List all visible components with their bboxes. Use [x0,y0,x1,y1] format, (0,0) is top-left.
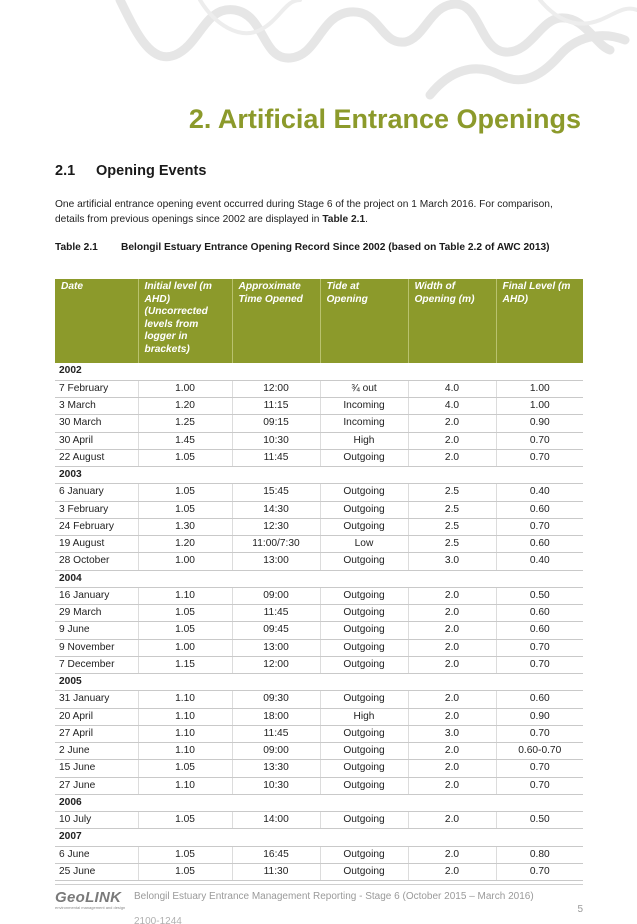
time-opened-cell: 11:45 [232,725,320,742]
initial-level-cell: 1.10 [138,708,232,725]
final-level-cell: 0.90 [496,415,583,432]
tide-cell: Low [320,536,408,553]
date-cell: 3 March [55,398,138,415]
table-row [55,518,583,535]
table-row [55,449,583,466]
width-cell: 2.0 [408,622,496,639]
initial-level-cell: 1.05 [138,484,232,501]
tide-cell: Outgoing [320,639,408,656]
table-row [55,432,583,449]
initial-level-cell: 1.10 [138,777,232,794]
intro-text-end: . [365,214,368,225]
date-cell: 9 June [55,622,138,639]
initial-level-cell: 1.00 [138,380,232,397]
date-cell: 10 July [55,812,138,829]
table-row [55,484,583,501]
table-row [55,743,583,760]
date-cell: 25 June [55,863,138,880]
geolink-logo [55,889,125,911]
initial-level-cell: 1.45 [138,432,232,449]
width-cell: 2.5 [408,501,496,518]
final-level-cell: 0.80 [496,846,583,863]
tide-cell: Outgoing [320,846,408,863]
time-opened-cell: 10:30 [232,777,320,794]
initial-level-cell: 1.05 [138,846,232,863]
year-row [55,794,583,811]
time-opened-cell: 12:00 [232,656,320,673]
width-cell: 2.5 [408,536,496,553]
tide-cell: Incoming [320,398,408,415]
final-level-cell: 0.60 [496,622,583,639]
tide-cell: Incoming [320,415,408,432]
table-row [55,812,583,829]
time-opened-cell: 14:00 [232,812,320,829]
initial-level-cell: 1.05 [138,863,232,880]
date-cell: 20 April [55,708,138,725]
tide-cell: Outgoing [320,691,408,708]
initial-level-cell: 1.05 [138,622,232,639]
initial-level-cell: 1.05 [138,760,232,777]
date-cell: 6 January [55,484,138,501]
table-row [55,760,583,777]
final-level-cell: 1.00 [496,398,583,415]
final-level-cell: 0.70 [496,432,583,449]
table-row [55,398,583,415]
time-opened-cell: 09:00 [232,587,320,604]
final-level-cell: 0.50 [496,587,583,604]
intro-text: One artificial entrance opening event occurred during Stage 6 of the project on 1 March 2016. For comparison, details from previous openings since 2002 are displayed in [55,199,553,225]
width-cell: 2.0 [408,846,496,863]
final-level-cell: 0.70 [496,777,583,794]
width-cell: 2.0 [408,656,496,673]
final-level-cell: 0.40 [496,553,583,570]
date-cell: 22 August [55,449,138,466]
time-opened-cell: 10:30 [232,432,320,449]
width-cell: 4.0 [408,380,496,397]
table-row [55,536,583,553]
year-row [55,363,583,380]
chapter-title: 2. Artificial Entrance Openings [188,104,581,134]
initial-level-cell: 1.15 [138,656,232,673]
final-level-cell: 0.50 [496,812,583,829]
final-level-cell: 0.60 [496,501,583,518]
date-cell: 24 February [55,518,138,535]
width-cell: 2.0 [408,708,496,725]
date-cell: 3 February [55,501,138,518]
table-row [55,691,583,708]
final-level-cell: 0.60 [496,605,583,622]
width-cell: 4.0 [408,398,496,415]
time-opened-cell: 12:00 [232,380,320,397]
initial-level-cell: 1.20 [138,398,232,415]
width-cell: 2.0 [408,760,496,777]
final-level-cell: 0.60 [496,536,583,553]
tide-cell: Outgoing [320,605,408,622]
date-cell: 7 December [55,656,138,673]
table-caption-label: Table 2.1 [55,242,98,253]
header-initial-level: Initial level (m AHD) (Uncorrected levels from logger in brackets) [138,279,232,363]
table-row [55,501,583,518]
width-cell: 2.0 [408,449,496,466]
time-opened-cell: 09:15 [232,415,320,432]
year-label: 2002 [55,363,583,380]
date-cell: 30 March [55,415,138,432]
table-row [55,380,583,397]
table-row [55,846,583,863]
tide-cell: Outgoing [320,518,408,535]
time-opened-cell: 09:30 [232,691,320,708]
final-level-cell: 0.60 [496,691,583,708]
tide-cell: Outgoing [320,622,408,639]
time-opened-cell: 09:00 [232,743,320,760]
table-row [55,605,583,622]
date-cell: 9 November [55,639,138,656]
year-row [55,570,583,587]
table-row [55,587,583,604]
date-cell: 27 June [55,777,138,794]
table-row [55,415,583,432]
header-tide: Tide at Opening [320,279,408,363]
date-cell: 16 January [55,587,138,604]
final-level-cell: 0.70 [496,760,583,777]
table-row [55,622,583,639]
tide-cell: Outgoing [320,812,408,829]
tide-cell: High [320,432,408,449]
header-final-level: Final Level (m AHD) [496,279,583,363]
width-cell: 2.0 [408,415,496,432]
time-opened-cell: 12:30 [232,518,320,535]
final-level-cell: 0.70 [496,725,583,742]
initial-level-cell: 1.30 [138,518,232,535]
date-cell: 6 June [55,846,138,863]
date-cell: 30 April [55,432,138,449]
tide-cell: Outgoing [320,863,408,880]
time-opened-cell: 11:45 [232,449,320,466]
tide-cell: Outgoing [320,656,408,673]
width-cell: 2.0 [408,587,496,604]
tide-cell: Outgoing [320,553,408,570]
year-label: 2004 [55,570,583,587]
date-cell: 31 January [55,691,138,708]
year-label: 2006 [55,794,583,811]
logo-wordmark: GeoLINK [55,889,122,906]
section-title: Opening Events [96,163,207,179]
time-opened-cell: 18:00 [232,708,320,725]
tide-cell: Outgoing [320,484,408,501]
width-cell: 3.0 [408,553,496,570]
entrance-opening-table [55,279,583,881]
width-cell: 3.0 [408,725,496,742]
year-label: 2003 [55,467,583,484]
final-level-cell: 0.70 [496,639,583,656]
width-cell: 2.0 [408,691,496,708]
initial-level-cell: 1.25 [138,415,232,432]
year-label: 2007 [55,829,583,846]
time-opened-cell: 11:00/7:30 [232,536,320,553]
final-level-cell: 1.00 [496,380,583,397]
table-row [55,708,583,725]
header-time-opened: Approximate Time Opened [232,279,320,363]
initial-level-cell: 1.10 [138,725,232,742]
initial-level-cell: 1.20 [138,536,232,553]
tide-cell: Outgoing [320,725,408,742]
date-cell: 15 June [55,760,138,777]
section-heading [55,163,206,179]
header-date: Date [55,279,138,363]
initial-level-cell: 1.00 [138,639,232,656]
footer-document-code: 2100-1244 [134,916,182,924]
table-caption [55,240,585,255]
width-cell: 2.0 [408,863,496,880]
width-cell: 2.0 [408,743,496,760]
table-header-row [55,279,583,363]
width-cell: 2.0 [408,777,496,794]
header-width: Width of Opening (m) [408,279,496,363]
tide-cell: Outgoing [320,501,408,518]
width-cell: 2.5 [408,484,496,501]
tide-cell: Outgoing [320,777,408,794]
time-opened-cell: 13:00 [232,553,320,570]
tide-cell: Outgoing [320,760,408,777]
table-row [55,553,583,570]
width-cell: 2.0 [408,639,496,656]
final-level-cell: 0.90 [496,708,583,725]
width-cell: 2.5 [408,518,496,535]
time-opened-cell: 13:30 [232,760,320,777]
tide-cell: Outgoing [320,743,408,760]
time-opened-cell: 11:45 [232,605,320,622]
final-level-cell: 0.60-0.70 [496,743,583,760]
width-cell: 2.0 [408,812,496,829]
time-opened-cell: 11:30 [232,863,320,880]
time-opened-cell: 15:45 [232,484,320,501]
tide-cell: ¾ out [320,380,408,397]
final-level-cell: 0.70 [496,656,583,673]
final-level-cell: 0.70 [496,518,583,535]
initial-level-cell: 1.10 [138,587,232,604]
final-level-cell: 0.70 [496,863,583,880]
width-cell: 2.0 [408,605,496,622]
logo-tagline: environmental management and design [55,905,126,910]
year-row [55,467,583,484]
width-cell: 2.0 [408,432,496,449]
table-row [55,656,583,673]
tide-cell: High [320,708,408,725]
table-caption-text: Belongil Estuary Entrance Opening Record Since 2002 (based on Table 2.2 of AWC 2013) [121,242,550,253]
date-cell: 19 August [55,536,138,553]
time-opened-cell: 09:45 [232,622,320,639]
final-level-cell: 0.70 [496,449,583,466]
section-number: 2.1 [55,163,76,179]
date-cell: 7 February [55,380,138,397]
intro-paragraph [55,197,585,227]
initial-level-cell: 1.05 [138,605,232,622]
table-row [55,777,583,794]
year-row [55,674,583,691]
initial-level-cell: 1.10 [138,743,232,760]
date-cell: 2 June [55,743,138,760]
table-row [55,639,583,656]
date-cell: 28 October [55,553,138,570]
initial-level-cell: 1.10 [138,691,232,708]
year-label: 2005 [55,674,583,691]
footer-document-title: Belongil Estuary Entrance Management Reporting - Stage 6 (October 2015 – March 2016) [134,891,534,902]
time-opened-cell: 16:45 [232,846,320,863]
tide-cell: Outgoing [320,449,408,466]
page-number: 5 [577,904,583,915]
initial-level-cell: 1.00 [138,553,232,570]
time-opened-cell: 14:30 [232,501,320,518]
time-opened-cell: 11:15 [232,398,320,415]
initial-level-cell: 1.05 [138,812,232,829]
date-cell: 27 April [55,725,138,742]
date-cell: 29 March [55,605,138,622]
table-row [55,725,583,742]
footer-divider [55,884,583,885]
table-body [55,363,583,881]
table-row [55,863,583,880]
year-row [55,829,583,846]
tide-cell: Outgoing [320,587,408,604]
time-opened-cell: 13:00 [232,639,320,656]
decorative-swirl-graphic [0,0,637,110]
final-level-cell: 0.40 [496,484,583,501]
initial-level-cell: 1.05 [138,501,232,518]
initial-level-cell: 1.05 [138,449,232,466]
table-reference: Table 2.1 [322,214,366,225]
